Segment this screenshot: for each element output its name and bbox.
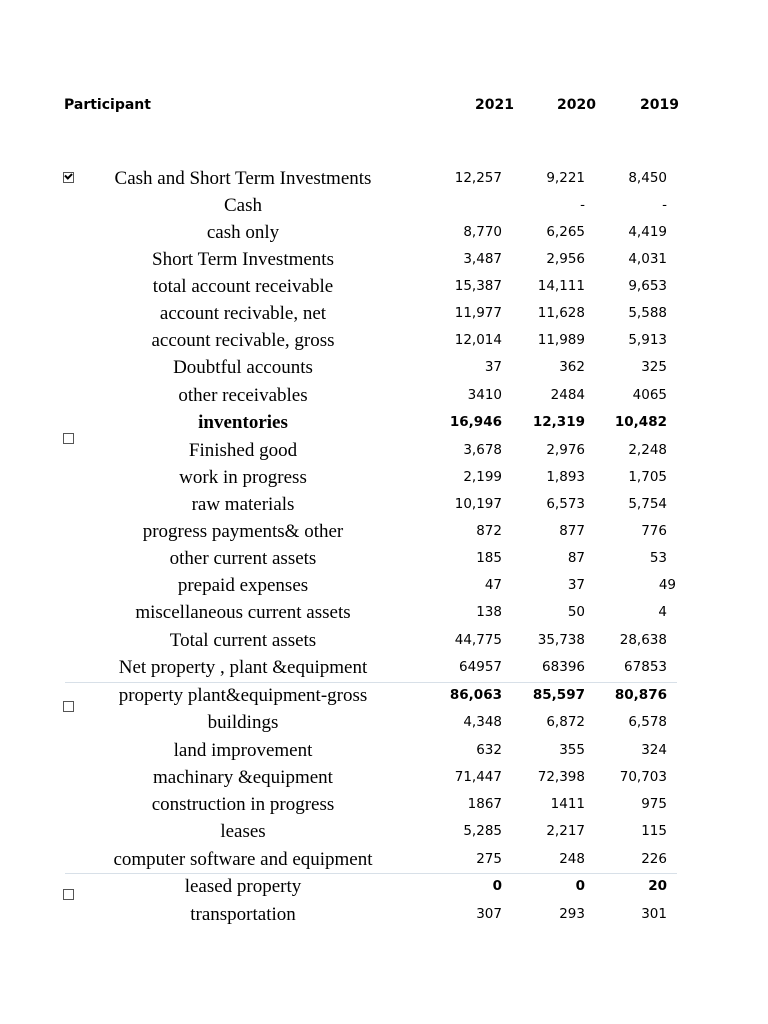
value-2020: 35,738 — [537, 632, 585, 648]
value-2020: 355 — [559, 742, 585, 758]
value-2020: 2,217 — [546, 823, 585, 839]
value-2021: 138 — [476, 604, 502, 620]
table-row — [0, 327, 768, 354]
value-2021: 2,199 — [463, 469, 502, 485]
value-2020: 1411 — [550, 796, 585, 812]
value-2021: 8,770 — [463, 224, 502, 240]
row-label: account recivable, gross — [151, 330, 335, 351]
row-label: prepaid expenses — [177, 575, 309, 596]
value-2019: 975 — [641, 796, 667, 812]
value-2019: 226 — [641, 851, 667, 867]
table-row — [0, 518, 768, 545]
table-row — [0, 846, 768, 873]
table-row — [0, 737, 768, 764]
value-2019: 53 — [649, 550, 667, 566]
row-label: work in progress — [179, 467, 307, 488]
value-2020: 85,597 — [532, 687, 585, 703]
value-2019: 2,248 — [628, 442, 667, 458]
value-2020: 2,956 — [546, 251, 585, 267]
table-row — [0, 354, 768, 381]
header-year-2019: 2019 — [640, 97, 679, 113]
value-2019: 28,638 — [619, 632, 667, 648]
table-row — [0, 709, 768, 736]
row-label: construction in progress — [151, 794, 335, 815]
value-2020: 1,893 — [546, 469, 585, 485]
value-2021: 872 — [476, 523, 502, 539]
table-row — [0, 901, 768, 928]
value-2019: 115 — [641, 823, 667, 839]
row-label: machinary &equipment — [153, 767, 333, 788]
value-2020: 14,111 — [537, 278, 585, 294]
row-label: transportation — [190, 904, 296, 925]
value-2021: 3,487 — [463, 251, 502, 267]
value-2021: 3410 — [467, 387, 502, 403]
value-2021: 11,977 — [454, 305, 502, 321]
row-label: computer software and equipment — [113, 849, 373, 870]
table-row — [0, 572, 768, 599]
header-year-2021: 2021 — [475, 97, 514, 113]
value-2020: 11,628 — [537, 305, 585, 321]
value-2019: 4,419 — [628, 224, 667, 240]
table-row — [0, 464, 768, 491]
value-2021: 15,387 — [454, 278, 502, 294]
table-row — [0, 165, 768, 192]
row-label: Doubtful accounts — [173, 357, 313, 378]
table-row — [0, 300, 768, 327]
value-2019: 70,703 — [619, 769, 667, 785]
row-label: leases — [220, 821, 266, 842]
value-2020: 68396 — [542, 659, 585, 675]
row-label: progress payments& other — [142, 521, 344, 542]
value-2021: 3,678 — [463, 442, 502, 458]
value-2021: 1867 — [467, 796, 502, 812]
value-2020: 12,319 — [532, 414, 585, 430]
table-row — [0, 491, 768, 518]
row-label: Net property , plant &equipment — [118, 657, 368, 678]
value-2020: 0 — [575, 878, 585, 894]
value-2020: 6,872 — [546, 714, 585, 730]
row-label: Cash and Short Term Investments — [114, 168, 372, 189]
value-2021: 4,348 — [463, 714, 502, 730]
value-2021: 275 — [476, 851, 502, 867]
value-2021: 5,285 — [463, 823, 502, 839]
value-2020: 6,573 — [546, 496, 585, 512]
value-2021: 86,063 — [449, 687, 502, 703]
value-2020: 877 — [559, 523, 585, 539]
table-row — [0, 873, 768, 900]
value-2019: 325 — [641, 359, 667, 375]
row-label: Finished good — [188, 440, 298, 461]
value-2021: 47 — [484, 577, 502, 593]
table-row — [0, 545, 768, 572]
value-2021: 16,946 — [449, 414, 502, 430]
value-2019: 9,653 — [628, 278, 667, 294]
table-row — [0, 599, 768, 626]
value-2021: 0 — [492, 878, 502, 894]
table-row — [0, 437, 768, 464]
table-row — [0, 409, 768, 436]
row-label: raw materials — [191, 494, 295, 515]
value-2020: 2484 — [550, 387, 585, 403]
row-label: property plant&equipment-gross — [118, 685, 368, 706]
table-row — [0, 246, 768, 273]
value-2019: 4,031 — [628, 251, 667, 267]
value-2019: 6,578 — [628, 714, 667, 730]
value-2019: 8,450 — [628, 170, 667, 186]
value-2020: 50 — [567, 604, 585, 620]
value-2020: 87 — [567, 550, 585, 566]
value-2019: 5,913 — [628, 332, 667, 348]
row-label: Short Term Investments — [152, 249, 334, 270]
row-label: Total current assets — [169, 630, 317, 651]
value-2020: 362 — [559, 359, 585, 375]
value-2021: 44,775 — [454, 632, 502, 648]
value-2020: 37 — [567, 577, 585, 593]
value-2020: 9,221 — [546, 170, 585, 186]
row-label: buildings — [207, 712, 279, 733]
value-2019: 10,482 — [614, 414, 667, 430]
value-2020: 11,989 — [537, 332, 585, 348]
value-2020: 2,976 — [546, 442, 585, 458]
row-label: total account receivable — [152, 276, 334, 297]
value-2021: 632 — [476, 742, 502, 758]
table-row — [0, 273, 768, 300]
value-2019: 301 — [641, 906, 667, 922]
row-label: inventories — [198, 412, 288, 433]
value-2019: 49 — [658, 577, 676, 593]
value-2019: - — [662, 197, 667, 213]
value-2021: 71,447 — [454, 769, 502, 785]
row-label: land improvement — [173, 740, 313, 761]
table-row — [0, 219, 768, 246]
value-2021: 185 — [476, 550, 502, 566]
value-2019: 67853 — [624, 659, 667, 675]
value-2020: 72,398 — [537, 769, 585, 785]
row-label: other receivables — [178, 385, 308, 406]
value-2019: 5,588 — [628, 305, 667, 321]
header-participant: Participant — [64, 97, 151, 113]
value-2019: 4065 — [632, 387, 667, 403]
value-2019: 1,705 — [628, 469, 667, 485]
value-2021: 10,197 — [454, 496, 502, 512]
table-row — [0, 791, 768, 818]
row-label: leased property — [184, 876, 302, 897]
value-2021: 12,014 — [454, 332, 502, 348]
table-row — [0, 627, 768, 654]
value-2021: 37 — [484, 359, 502, 375]
value-2021: 307 — [476, 906, 502, 922]
value-2021: 64957 — [459, 659, 502, 675]
value-2021: 12,257 — [454, 170, 502, 186]
value-2020: 293 — [559, 906, 585, 922]
value-2020: - — [580, 197, 585, 213]
table-row — [0, 764, 768, 791]
row-label: other current assets — [169, 548, 317, 569]
header-year-2020: 2020 — [557, 97, 596, 113]
value-2019: 5,754 — [628, 496, 667, 512]
row-label: cash only — [206, 222, 280, 243]
value-2019: 80,876 — [614, 687, 667, 703]
value-2019: 776 — [641, 523, 667, 539]
value-2020: 6,265 — [546, 224, 585, 240]
table-row — [0, 382, 768, 409]
row-label: miscellaneous current assets — [135, 602, 351, 623]
value-2020: 248 — [559, 851, 585, 867]
row-label: Cash — [224, 195, 262, 216]
value-2019: 324 — [641, 742, 667, 758]
table-row — [0, 192, 768, 219]
table-row — [0, 654, 768, 681]
table-row — [0, 682, 768, 709]
value-2019: 4 — [658, 604, 667, 620]
value-2019: 20 — [648, 878, 667, 894]
table-row — [0, 818, 768, 845]
row-label: account recivable, net — [159, 303, 327, 324]
